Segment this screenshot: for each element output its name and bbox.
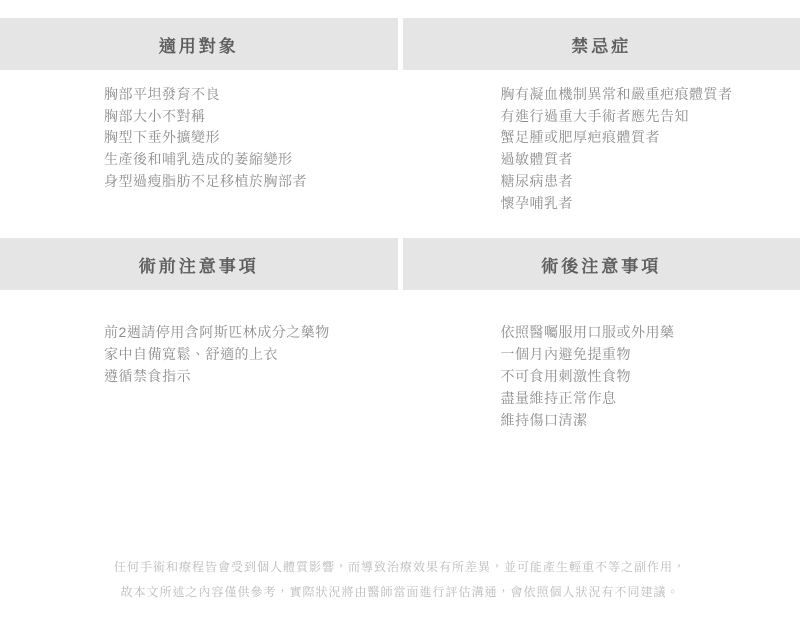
section-title-applicable-targets: 適用對象 <box>0 18 398 70</box>
list-item: 胸部平坦發育不良 <box>104 84 398 106</box>
top-section-row <box>0 18 800 238</box>
section-postop-notes <box>403 238 800 431</box>
section-title-contraindications: 禁忌症 <box>403 18 800 70</box>
disclaimer-line-2: 故本文所述之內容僅供參考，實際狀況將由醫師當面進行評估溝通，會依照個人狀況有不同建議。 <box>0 580 800 605</box>
list-item: 盡量維持正常作息 <box>501 387 800 409</box>
list-item: 生產後和哺乳造成的萎縮變形 <box>104 149 398 171</box>
list-item: 懷孕哺乳者 <box>501 193 800 215</box>
list-item: 身型過瘦脂肪不足移植於胸部者 <box>104 171 398 193</box>
list-item: 糖尿病患者 <box>501 171 800 193</box>
disclaimer-line-1: 任何手術和療程皆會受到個人體質影響，而導致治療效果有所差異，並可能產生輕重不等之副作用， <box>0 555 800 580</box>
list-item: 遵循禁食指示 <box>104 365 398 387</box>
section-applicable-targets <box>0 18 398 238</box>
list-item: 有進行過重大手術者應先告知 <box>501 106 800 128</box>
list-item: 過敏體質者 <box>501 149 800 171</box>
list-item: 胸部大小不對稱 <box>104 106 398 128</box>
section-title-preop-notes: 術前注意事項 <box>0 238 398 290</box>
applicable-targets-list <box>0 84 398 193</box>
list-item: 胸型下垂外擴變形 <box>104 127 398 149</box>
disclaimer <box>0 555 800 605</box>
list-item: 依照醫囑服用口服或外用藥 <box>501 321 800 343</box>
bottom-section-row <box>0 238 800 431</box>
preop-notes-list <box>0 321 398 387</box>
info-page <box>0 18 800 618</box>
list-item: 蟹足腫或肥厚疤痕體質者 <box>501 127 800 149</box>
list-item: 家中自備寬鬆、舒適的上衣 <box>104 343 398 365</box>
section-preop-notes <box>0 238 398 431</box>
contraindications-list <box>403 84 800 214</box>
list-item: 一個月內避免提重物 <box>501 343 800 365</box>
section-contraindications <box>403 18 800 238</box>
list-item: 維持傷口清潔 <box>501 409 800 431</box>
list-item: 不可食用刺激性食物 <box>501 365 800 387</box>
list-item: 胸有凝血機制異常和嚴重疤痕體質者 <box>501 84 800 106</box>
section-title-postop-notes: 術後注意事項 <box>403 238 800 290</box>
postop-notes-list <box>403 321 800 431</box>
list-item: 前2週請停用含阿斯匹林成分之藥物 <box>104 321 398 343</box>
